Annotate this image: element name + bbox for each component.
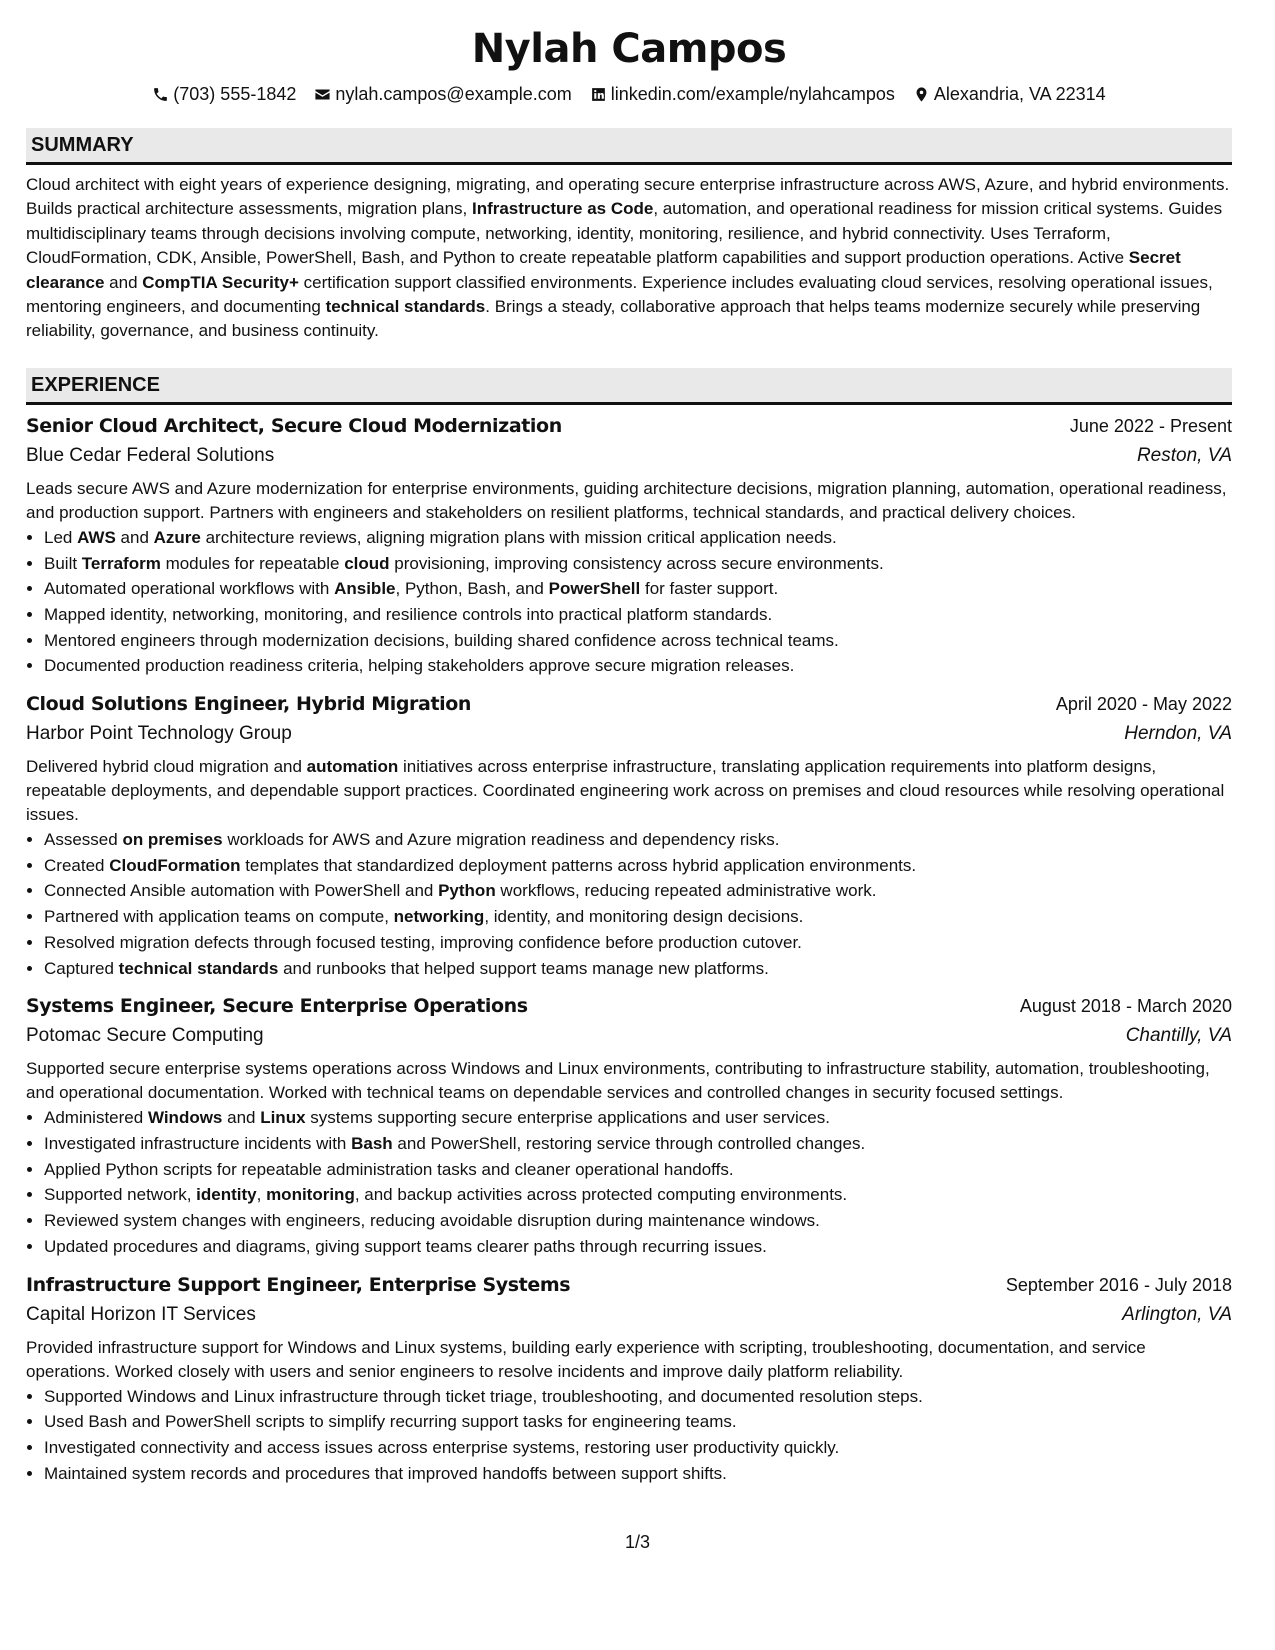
job-bullet: [44, 1384, 1232, 1410]
job-title: Systems Engineer, Secure Enterprise Operations: [26, 995, 528, 1018]
job-company: Potomac Secure Computing: [26, 1025, 264, 1047]
summary-heading: SUMMARY: [26, 128, 1232, 165]
job-description: [26, 1057, 1232, 1105]
job-company-row: [26, 719, 1232, 749]
text-segment: workflows, reducing repeated administrative work.: [495, 881, 877, 901]
text-segment: Resolved migration defects through focused testing, improving confidence before production cutover.: [44, 932, 802, 952]
candidate-name: Nylah Campos: [471, 26, 787, 72]
contact-email-text: nylah.campos@example.com: [335, 84, 572, 104]
text-segment: Supported secure enterprise systems operations across Windows and Linux environments, contributing to infrastructure stability, automation, troubleshooting, and operational documentation. Worked with technical teams on dependable services and controlled changes in security focused settings.: [26, 1059, 1210, 1103]
bold-keyword: on premises: [122, 830, 223, 850]
job-bullet: [44, 1409, 1232, 1435]
bold-keyword: CloudFormation: [109, 855, 241, 875]
job-location: Herndon, VA: [1124, 723, 1232, 745]
job-bullet: [44, 1461, 1232, 1487]
text-segment: Mapped identity, networking, monitoring, and resilience controls into practical platform standards.: [44, 604, 773, 624]
text-segment: , and backup activities across protected computing environments.: [354, 1185, 848, 1205]
text-segment: templates that standardized deployment patterns across hybrid application environments.: [240, 855, 917, 875]
text-segment: initiatives across enterprise infrastructure, translating application requirements into platform designs, repeatable deployments, and dependable support practices. Coordinated engineering work across on premises and cloud resources while resolving operational issues.: [26, 757, 1225, 825]
job-dates: April 2020 - May 2022: [1055, 694, 1232, 715]
text-segment: Led: [44, 527, 78, 547]
job-bullet-list: [26, 525, 1232, 679]
text-segment: and: [222, 1108, 261, 1128]
job-dates: June 2022 - Present: [1069, 415, 1232, 436]
text-segment: and: [115, 527, 154, 547]
job-dates: September 2016 - July 2018: [1005, 1274, 1232, 1295]
job-bullet: [44, 576, 1232, 602]
text-segment: Supported Windows and Linux infrastructure through ticket triage, troubleshooting, and documented resolution steps.: [44, 1386, 923, 1406]
job-bullet: [44, 1105, 1232, 1131]
text-segment: Delivered hybrid cloud migration and: [26, 757, 307, 777]
text-segment: Investigated infrastructure incidents with: [44, 1133, 352, 1153]
text-segment: Provided infrastructure support for Windows and Linux systems, building early experience with scripting, troubleshooting, documentation, and service operations. Worked closely with users and senior engineers to resolve incidents and improve daily platform reliability.: [26, 1337, 1146, 1381]
job-entry: [26, 991, 1232, 1259]
text-segment: , Python, Bash, and: [395, 579, 549, 599]
job-title-row: [26, 1270, 1232, 1300]
text-segment: Cloud architect with eight years of experience designing, migrating, and operating secure enterprise infrastructure across AWS, Azure, and hybrid environments. Builds practical architecture assessments, migration plans,: [26, 175, 1230, 219]
map-pin-icon: [913, 86, 930, 103]
text-segment: Connected Ansible automation with PowerShell and: [44, 881, 439, 901]
job-description: [26, 755, 1232, 827]
bold-keyword: Bash: [351, 1133, 393, 1153]
job-bullet: [44, 853, 1232, 879]
job-company: Harbor Point Technology Group: [26, 723, 292, 745]
contact-linkedin[interactable]: [590, 82, 895, 106]
job-entry: [26, 411, 1232, 679]
job-bullet: [44, 525, 1232, 551]
text-segment: , identity, and monitoring design decisions.: [484, 907, 804, 927]
experience-list: [26, 411, 1232, 1486]
text-segment: Automated operational workflows with: [44, 579, 335, 599]
text-segment: Updated procedures and diagrams, giving support teams clearer paths through recurring issues.: [44, 1236, 767, 1256]
job-bullet: [44, 1157, 1232, 1183]
text-segment: systems supporting secure enterprise applications and user services.: [305, 1108, 830, 1128]
job-bullet: [44, 551, 1232, 577]
job-title: Senior Cloud Architect, Secure Cloud Modernization: [26, 414, 562, 437]
job-bullet: [44, 878, 1232, 904]
bold-keyword: cloud: [344, 553, 390, 573]
job-location: Reston, VA: [1136, 444, 1232, 466]
bold-keyword: automation: [306, 757, 399, 777]
text-segment: Captured: [44, 958, 119, 978]
text-segment: and: [104, 272, 143, 292]
text-segment: Used Bash and PowerShell scripts to simplify recurring support tasks for engineering teams.: [44, 1412, 737, 1432]
text-segment: provisioning, improving consistency across secure environments.: [389, 553, 884, 573]
contact-linkedin-text: linkedin.com/example/nylahcampos: [610, 84, 895, 104]
text-segment: Documented production readiness criteria, helping stakeholders approve secure migration releases.: [44, 656, 795, 676]
bold-keyword: networking: [393, 907, 485, 927]
job-description: [26, 1336, 1232, 1384]
job-bullet: [44, 956, 1232, 982]
job-bullet: [44, 930, 1232, 956]
bold-keyword: Python: [438, 881, 496, 901]
page-number: 1/3: [624, 1532, 651, 1552]
text-segment: Assessed: [44, 830, 123, 850]
text-segment: Built: [44, 553, 82, 573]
text-segment: Supported network,: [44, 1185, 197, 1205]
bold-keyword: Windows: [147, 1108, 223, 1128]
job-bullet: [44, 602, 1232, 628]
bold-keyword: Infrastructure as Code: [471, 199, 654, 219]
text-segment: Partnered with application teams on compute,: [44, 907, 394, 927]
job-title: Cloud Solutions Engineer, Hybrid Migration: [26, 693, 472, 716]
text-segment: Mentored engineers through modernization decisions, building shared confidence across technical teams.: [44, 630, 839, 650]
job-company: Capital Horizon IT Services: [26, 1303, 256, 1325]
job-location: Arlington, VA: [1122, 1303, 1232, 1325]
text-segment: and runbooks that helped support teams manage new platforms.: [278, 958, 769, 978]
job-bullet-list: [26, 827, 1232, 981]
job-entry: [26, 1270, 1232, 1487]
job-title-row: [26, 411, 1232, 441]
contact-location-text: Alexandria, VA 22314: [933, 84, 1106, 104]
text-segment: certification support classified environments. Experience includes evaluating cloud services, resolving operational issues, mentoring engineers, and documenting: [26, 272, 1213, 317]
text-segment: Maintained system records and procedures that improved handoffs between support shifts.: [44, 1463, 727, 1483]
bold-keyword: PowerShell: [548, 579, 641, 599]
job-bullet-list: [26, 1384, 1232, 1487]
bold-keyword: AWS: [77, 527, 116, 547]
bold-keyword: Secret clearance: [26, 248, 1181, 292]
envelope-icon: [314, 86, 331, 103]
text-segment: and PowerShell, restoring service through controlled changes.: [392, 1133, 866, 1153]
summary-text: [26, 173, 1232, 344]
job-dates: August 2018 - March 2020: [1019, 996, 1232, 1017]
linkedin-icon: [590, 86, 607, 103]
contact-bar: [26, 82, 1232, 106]
job-title-row: [26, 991, 1232, 1021]
job-bullet: [44, 628, 1232, 654]
job-company-row: [26, 1021, 1232, 1051]
text-segment: for faster support.: [640, 579, 779, 599]
bold-keyword: identity: [196, 1185, 257, 1205]
contact-phone[interactable]: [152, 82, 296, 106]
text-segment: Applied Python scripts for repeatable administration tasks and cleaner operational handoffs.: [44, 1159, 734, 1179]
text-segment: Reviewed system changes with engineers, reducing avoidable disruption during maintenance windows.: [44, 1211, 820, 1231]
contact-email[interactable]: [314, 82, 571, 106]
experience-heading: EXPERIENCE: [26, 368, 1232, 405]
text-segment: architecture reviews, aligning migration plans with mission critical application needs.: [200, 527, 837, 547]
job-bullet: [44, 1435, 1232, 1461]
job-bullet: [44, 1208, 1232, 1234]
bold-keyword: Ansible: [334, 579, 396, 599]
job-bullet: [44, 904, 1232, 930]
text-segment: . Brings a steady, collaborative approach that helps teams modernize securely while preserving reliability, governance, and business continuity.: [26, 297, 1201, 341]
job-title: Infrastructure Support Engineer, Enterprise Systems: [26, 1273, 571, 1296]
text-segment: Investigated connectivity and access issues across enterprise systems, restoring user productivity quickly.: [44, 1437, 840, 1457]
bold-keyword: technical standards: [118, 958, 279, 978]
text-segment: Administered: [44, 1108, 148, 1128]
text-segment: workloads for AWS and Azure migration readiness and dependency risks.: [222, 830, 780, 850]
text-segment: ,: [256, 1185, 267, 1205]
job-company: Blue Cedar Federal Solutions: [26, 444, 275, 466]
bold-keyword: monitoring: [266, 1185, 355, 1205]
job-bullet: [44, 1131, 1232, 1157]
phone-icon: [152, 86, 169, 103]
job-bullet-list: [26, 1105, 1232, 1259]
bold-keyword: CompTIA Security+: [142, 272, 299, 292]
bold-keyword: Azure: [153, 527, 201, 547]
bold-keyword: Linux: [260, 1108, 306, 1128]
job-bullet: [44, 827, 1232, 853]
text-segment: Leads secure AWS and Azure modernization for enterprise environments, guiding architecture decisions, migration planning, automation, operational readiness, and production support. Partners with engineers and stakeholders on resilient platforms, technical standards, and practical delivery choices.: [26, 478, 1227, 522]
job-company-row: [26, 1300, 1232, 1330]
job-title-row: [26, 689, 1232, 719]
bold-keyword: technical standards: [325, 297, 486, 317]
bold-keyword: Terraform: [81, 553, 161, 573]
job-description: [26, 477, 1232, 525]
job-location: Chantilly, VA: [1125, 1025, 1232, 1047]
job-bullet: [44, 1182, 1232, 1208]
job-entry: [26, 689, 1232, 981]
job-company-row: [26, 441, 1232, 471]
job-bullet: [44, 653, 1232, 679]
job-bullet: [44, 1234, 1232, 1260]
contact-phone-text: (703) 555-1842: [173, 84, 297, 104]
text-segment: Created: [44, 855, 110, 875]
text-segment: , automation, and operational readiness for mission critical systems. Guides multidisciplinary teams through decisions involving compute, networking, identity, monitoring, resilience, and hybrid connectivity. Uses Terraform, CloudFormation, CDK, Ansible, PowerShell, Bash, and Python to create repeatable platform capabilities and support production operations. Active: [26, 199, 1223, 268]
contact-location: [913, 82, 1106, 106]
text-segment: modules for repeatable: [160, 553, 345, 573]
